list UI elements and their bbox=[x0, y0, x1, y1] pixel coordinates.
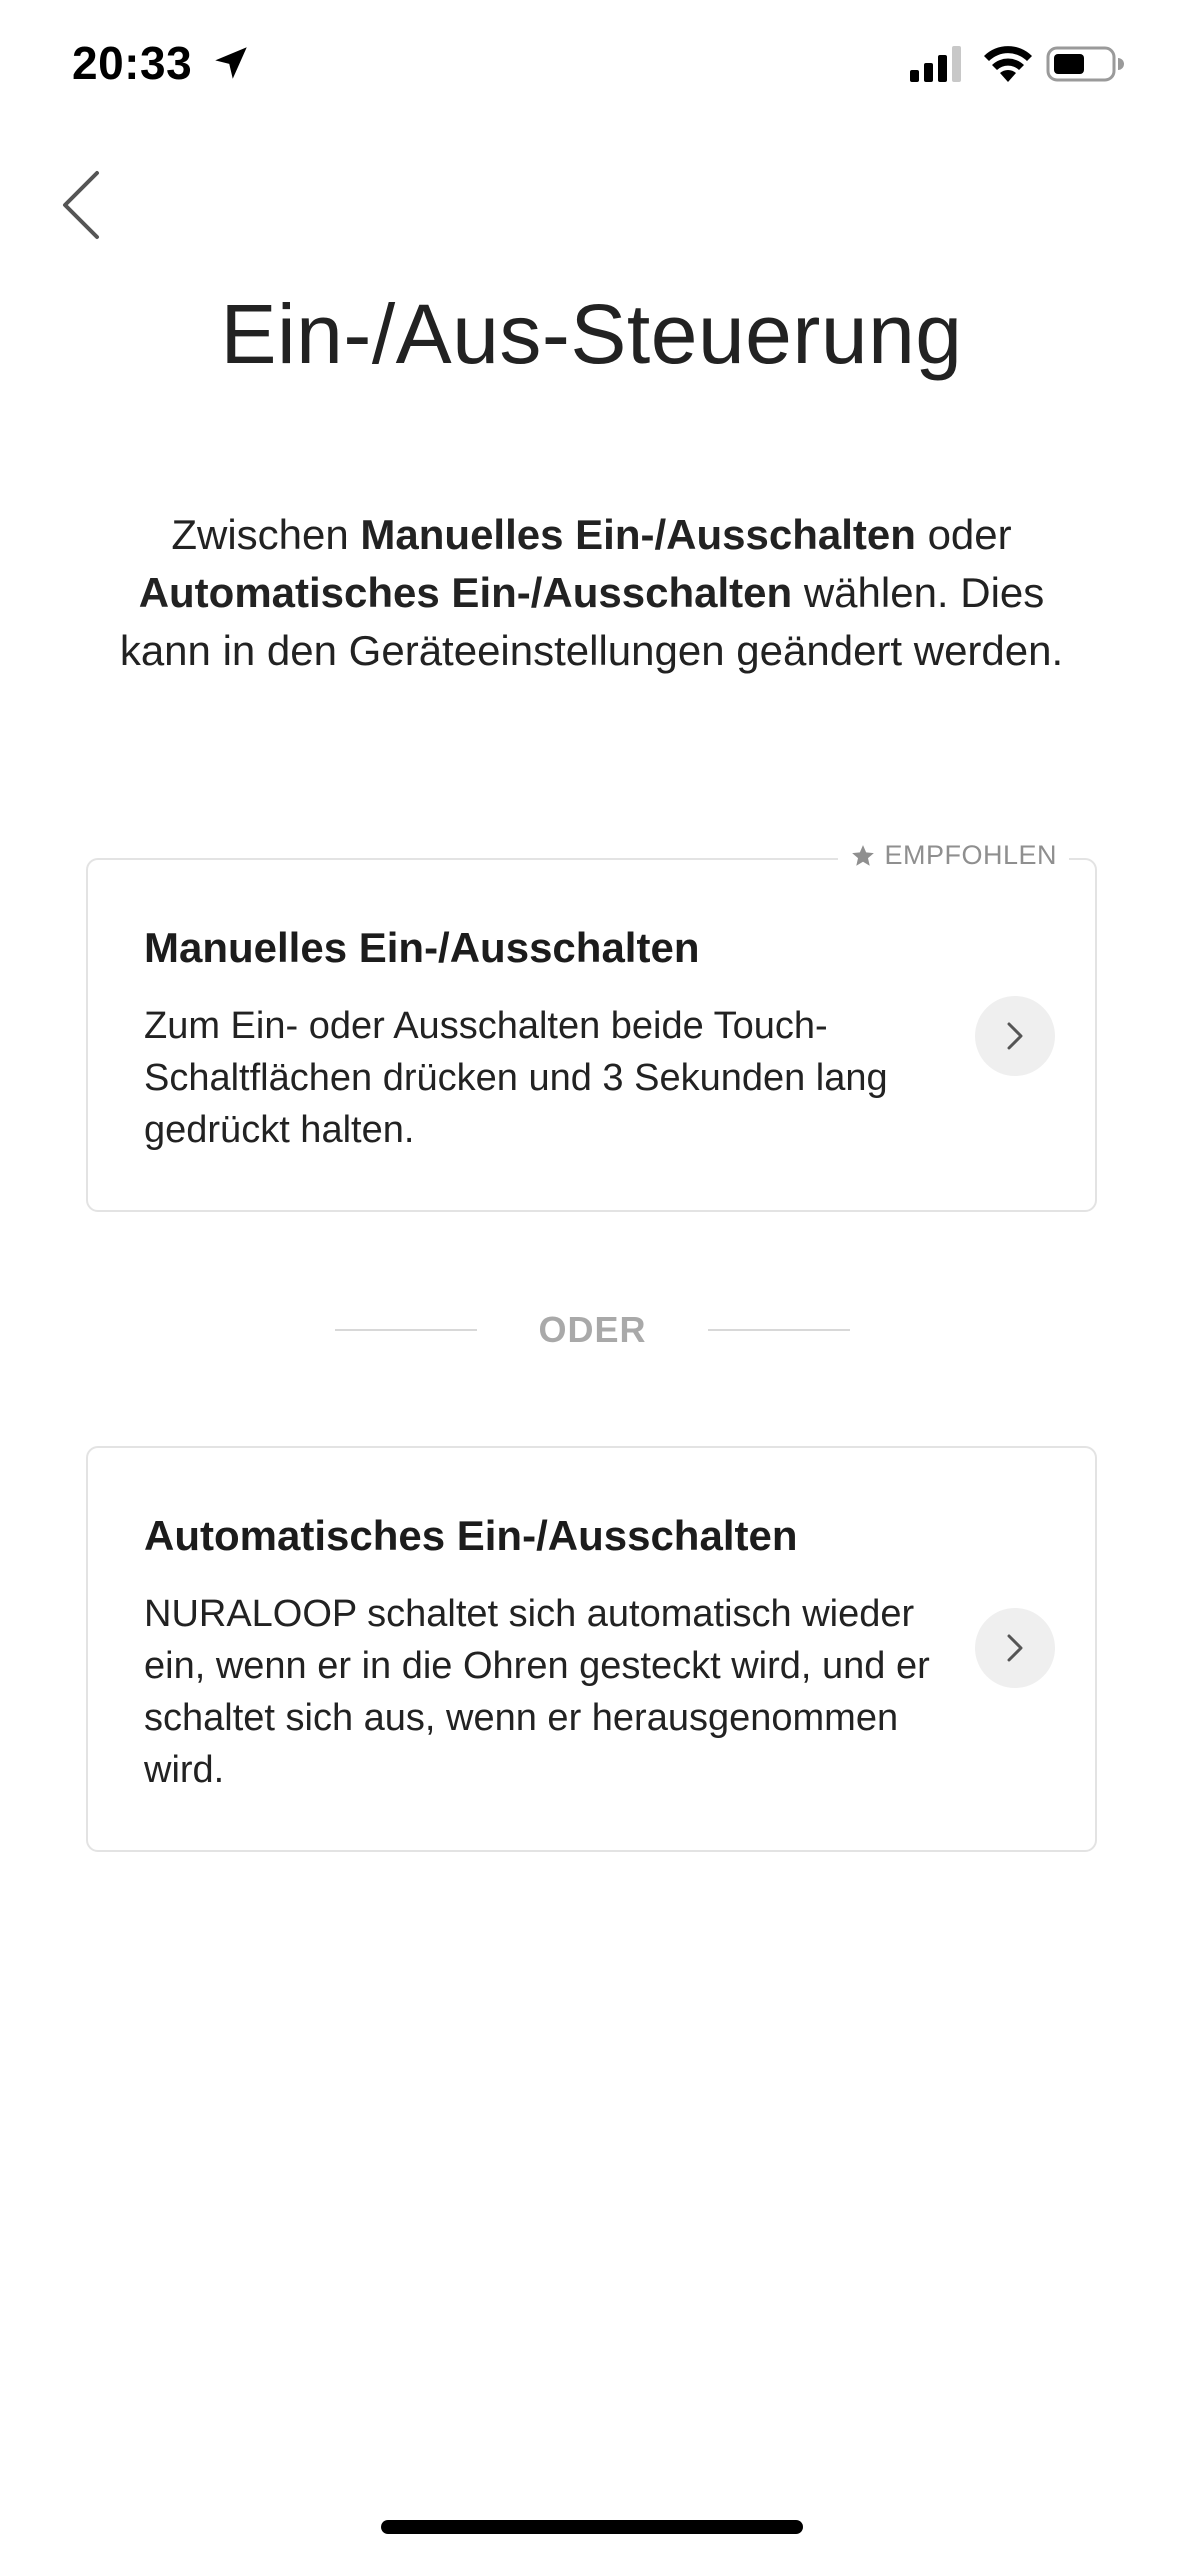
manual-option-chevron-button[interactable] bbox=[975, 996, 1055, 1076]
intro-text bbox=[90, 506, 1093, 680]
or-label: ODER bbox=[538, 1309, 647, 1350]
automatic-option-title: Automatisches Ein-/Ausschalten bbox=[144, 1512, 798, 1559]
status-bar bbox=[0, 0, 1183, 130]
location-arrow-icon bbox=[210, 42, 252, 84]
intro-part-2: oder bbox=[915, 511, 1012, 558]
automatic-option-card[interactable] bbox=[86, 1446, 1097, 1852]
page-title: Ein-/Aus-Steuerung bbox=[220, 287, 963, 381]
manual-option-title: Manuelles Ein-/Ausschalten bbox=[144, 924, 700, 971]
recommended-label: EMPFOHLEN bbox=[884, 840, 1057, 870]
intro-bold-automatic: Automatisches Ein-/Ausschalten bbox=[138, 569, 793, 616]
intro-bold-manual: Manuelles Ein-/Ausschalten bbox=[360, 511, 916, 558]
manual-option-description: Zum Ein- oder Ausschalten beide Touch-Schaltflächen drücken und 3 Sekunden lang gedrückt halten. bbox=[144, 1005, 888, 1151]
home-indicator[interactable] bbox=[381, 2520, 803, 2534]
chevron-right-icon bbox=[1005, 1020, 1025, 1052]
automatic-option-description: NURALOOP schaltet sich automatisch wieder ein, wenn er in die Ohren gesteckt wird, und er schaltet sich aus, wenn er herausgenommen wird. bbox=[144, 1593, 930, 1791]
star-icon bbox=[850, 843, 876, 869]
chevron-right-icon bbox=[1005, 1632, 1025, 1664]
wifi-icon bbox=[982, 44, 1034, 84]
intro-part-3: wählen. Dies kann in den Geräteeinstellungen geändert werden. bbox=[119, 569, 1064, 674]
or-divider bbox=[335, 1300, 850, 1360]
manual-option-card[interactable] bbox=[86, 840, 1097, 1212]
battery-icon bbox=[1046, 44, 1124, 84]
divider-line-left bbox=[335, 1329, 477, 1331]
cellular-signal-icon bbox=[910, 46, 966, 82]
automatic-option-chevron-button[interactable] bbox=[975, 1608, 1055, 1688]
status-time: 20:33 bbox=[72, 37, 193, 89]
recommended-badge bbox=[838, 840, 1069, 871]
chevron-left-icon bbox=[59, 169, 103, 241]
intro-part-1: Zwischen bbox=[171, 511, 361, 558]
divider-line-right bbox=[708, 1329, 850, 1331]
back-button[interactable] bbox=[46, 160, 116, 250]
